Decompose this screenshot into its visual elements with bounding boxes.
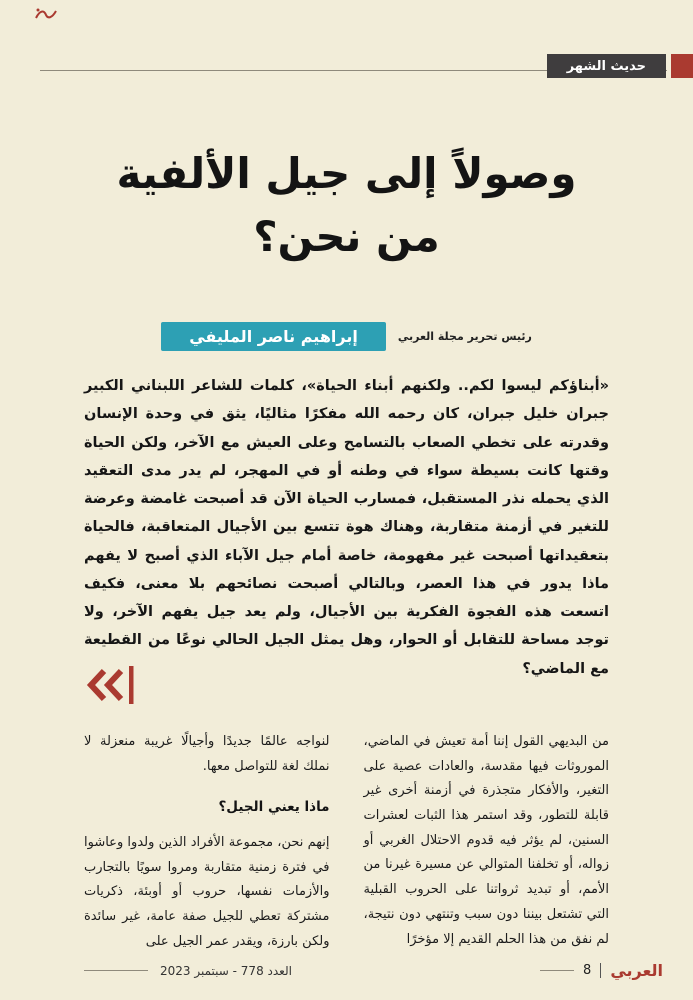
body-paragraph: إنهم نحن، مجموعة الأفراد الذين ولدوا وعاشوا في فترة زمنية متقاربة ومروا سويًا بالتجارب والأزمات نفسها، حروب أو أوبئة، ذكريات مشتركة تعطي للجيل صفة عامة، غير سائدة ولكن بارزة، ويقدر عمر الجيل على: [84, 835, 330, 949]
footer-rule-left: [84, 970, 148, 971]
page-number-group: [540, 961, 663, 980]
body-column-left: [84, 730, 330, 958]
intro-paragraph: «أبناؤكم ليسوا لكم.. ولكنهم أبناء الحياة»، كلمات للشاعر اللبناني الكبير جبران خليل جبران، كان رحمه الله مفكرًا مثاليًا، يثق في وحدة الإنسان وقدرته على تخطي الصعاب بالتسامح وعلى العيش مع الآخر، ولكن الحياة وقتها كانت بسيطة سواء في وطنه أو في المهجر، لم يدر مدى التعقيد الذي يحمله نذر المستقبل، فمسارب الحياة الآن قد أصبحت غامضة وعرضة للتغير في أزمنة متقاربة، وهناك هوة تتسع بين الأجيال المتعاقبة، فالحياة بتعقيداتها أصبحت غير مفهومة، خاصة أمام جيل الآباء الذي أصبح لا يفهم ماذا يدور في هذا العصر، وبالتالي أصبحت نصائحهم بلا معنى، فكيف اتسعت هذه الفجوة الفكرية بين الأجيال، ولم يعد جيل يفهم الآخر، ولا توجد مساحة للتقابل أو الحوار، وهل يمثل الجيل الحالي نوعًا من القطيعة مع الماضي؟: [84, 378, 609, 677]
issue-group: [84, 964, 292, 978]
article-title-line1: وصولاً إلى جيل الألفية: [116, 149, 577, 198]
section-header: [547, 54, 693, 78]
footer-divider: [600, 963, 601, 978]
subsection-heading: ماذا يعني الجيل؟: [218, 799, 330, 816]
red-edge-mark: [671, 54, 693, 78]
author-name-badge: إبراهيم ناصر المليفي: [161, 322, 386, 351]
section-badge: حديث الشهر: [547, 54, 666, 78]
body-paragraph: من البديهي القول إننا أمة تعيش في الماضي، الموروثات فيها مقدسة، والعادات عصية على التغير، والأفكار متجذرة في أزمنة أخرى غير قابلة للتطور، وقد استمر هذا الثبات لعشرات السنين، لم يؤثر فيه قدوم الاحتلال الغربي أو زواله، أو تخلفنا المتوالي عن مسيرة غيرنا من الأمم، أو تبديد ثرواتنا على الحروب القبلية التي تشتعل بيننا دون سبب وتنتهي دون نتيجة، لم نفق من هذا الحلم القديم إلا مؤخرًا: [363, 734, 609, 947]
article-title-line2: من نحن؟: [253, 212, 440, 261]
footer-rule-right: [540, 970, 574, 971]
pull-quote-icon: [84, 664, 136, 710]
corner-ornament-icon: [34, 6, 58, 26]
magazine-logo: العربي: [610, 961, 663, 980]
author-row: [84, 322, 609, 351]
body-paragraph: لنواجه عالمًا جديدًا وأجيالًا غريبة منعزلة لا نملك لغة للتواصل معها.: [84, 734, 330, 774]
body-columns: [84, 730, 609, 958]
issue-date: العدد 778 - سبتمبر 2023: [160, 963, 292, 978]
body-column-right: [364, 730, 610, 958]
page-number: 8: [583, 963, 592, 978]
author-role: رئيس تحرير مجلة العربي: [397, 330, 532, 343]
article-title: [0, 142, 693, 268]
page-footer: [84, 961, 663, 980]
